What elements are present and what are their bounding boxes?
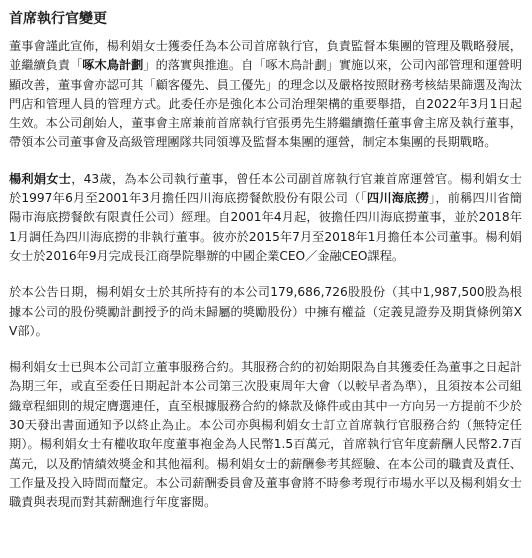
paragraph-text: ，43歲，為本公司執行董事，曾任本公司副首席執行官兼首席運營官。楊利娟女士於1997年6月至2001年3月擔任四川海底撈餐飲股份有限公司（「 <box>9 171 522 206</box>
paragraph-1 <box>9 37 522 153</box>
paragraph-text: 楊利娟女士已與本公司訂立董事服務合約。其服務合約的初始期限為自其獲委任為董事之日起計為期三年，或直至委任日期起計本公司第三次股東周年大會（以較早者為準），且須按本公司組織章程細則的規定膺選連任，直至根據服務合約的條款及條件或由其中一方向另一方提前不少於30天發出書面通知予以終止為止。本公司亦與楊利娟女士訂立首席執行官服務合約（無特定任期）。楊利娟女士有權收取年度董事袍金為人民幣1.5百萬元，首席執行官年度薪酬人民幣2.7百萬元，以及酌情績效獎金和其他福利。楊利娟女士的薪酬參考其經驗、在本公司的職責及責任、工作量及投入時間而釐定。本公司薪酬委員會及董事會將不時參考現行市場水平以及楊利娟女士職責與表現而對其薪酬進行年度審閱。 <box>9 360 522 510</box>
announcement-body <box>9 37 522 513</box>
paragraph-text: 於本公告日期，楊利娟女士於其所持有的本公司179,686,726股股份（其中1,987,500股為根據本公司的股份獎勵計劃授予的尚未歸屬的獎勵股份）中擁有權益（定義見證券及期貨條例第XV部）。 <box>9 285 522 338</box>
paragraph-3 <box>9 283 522 341</box>
bold-term: 啄木鳥計劃 <box>82 58 144 73</box>
paragraph-4 <box>9 358 522 512</box>
section-heading: 首席執行官變更 <box>9 11 107 27</box>
paragraph-text: 」，前稱四川省簡陽市海底撈餐飲有限責任公司）經理。自2001年4月起，彼擔任四川海底撈董事，並於2018年1月調任為四川海底撈的非執行董事。彼亦於2015年7月至2018年1月擔任本公司董事。楊利娟女士於2016年9月完成長江商學院舉辦的中國企業CEO／金融CEO課程。 <box>9 191 522 263</box>
paragraph-text: 」的落實與推進。自「啄木鳥計劃」實施以來，公司內部管理和運營明顯改善，董事會亦認可其「顧客優先、員工優先」的理念以及嚴格按照財務考核結果篩選及淘汰門店和管理人員的管理方式。此委任亦是強化本公司治理架構的重要舉措，自2022年3月1日起生效。本公司創始人，董事會主席兼前首席執行官張勇先生將繼續擔任董事會主席及執行董事，帶領本公司董事會及高級管理團隊共同領導及監督本集團的運營，制定本集團的長期戰略。 <box>9 58 523 150</box>
paragraph-text: 董事會謹此宣佈，楊利娟女士獲委任為本公司首席執行官，負責監督本集團的管理及戰略發展，並繼續負責「 <box>9 39 522 73</box>
bold-term: 四川海底撈 <box>366 191 429 206</box>
paragraph-2 <box>9 170 522 266</box>
bold-term: 楊利娟女士 <box>9 171 72 186</box>
